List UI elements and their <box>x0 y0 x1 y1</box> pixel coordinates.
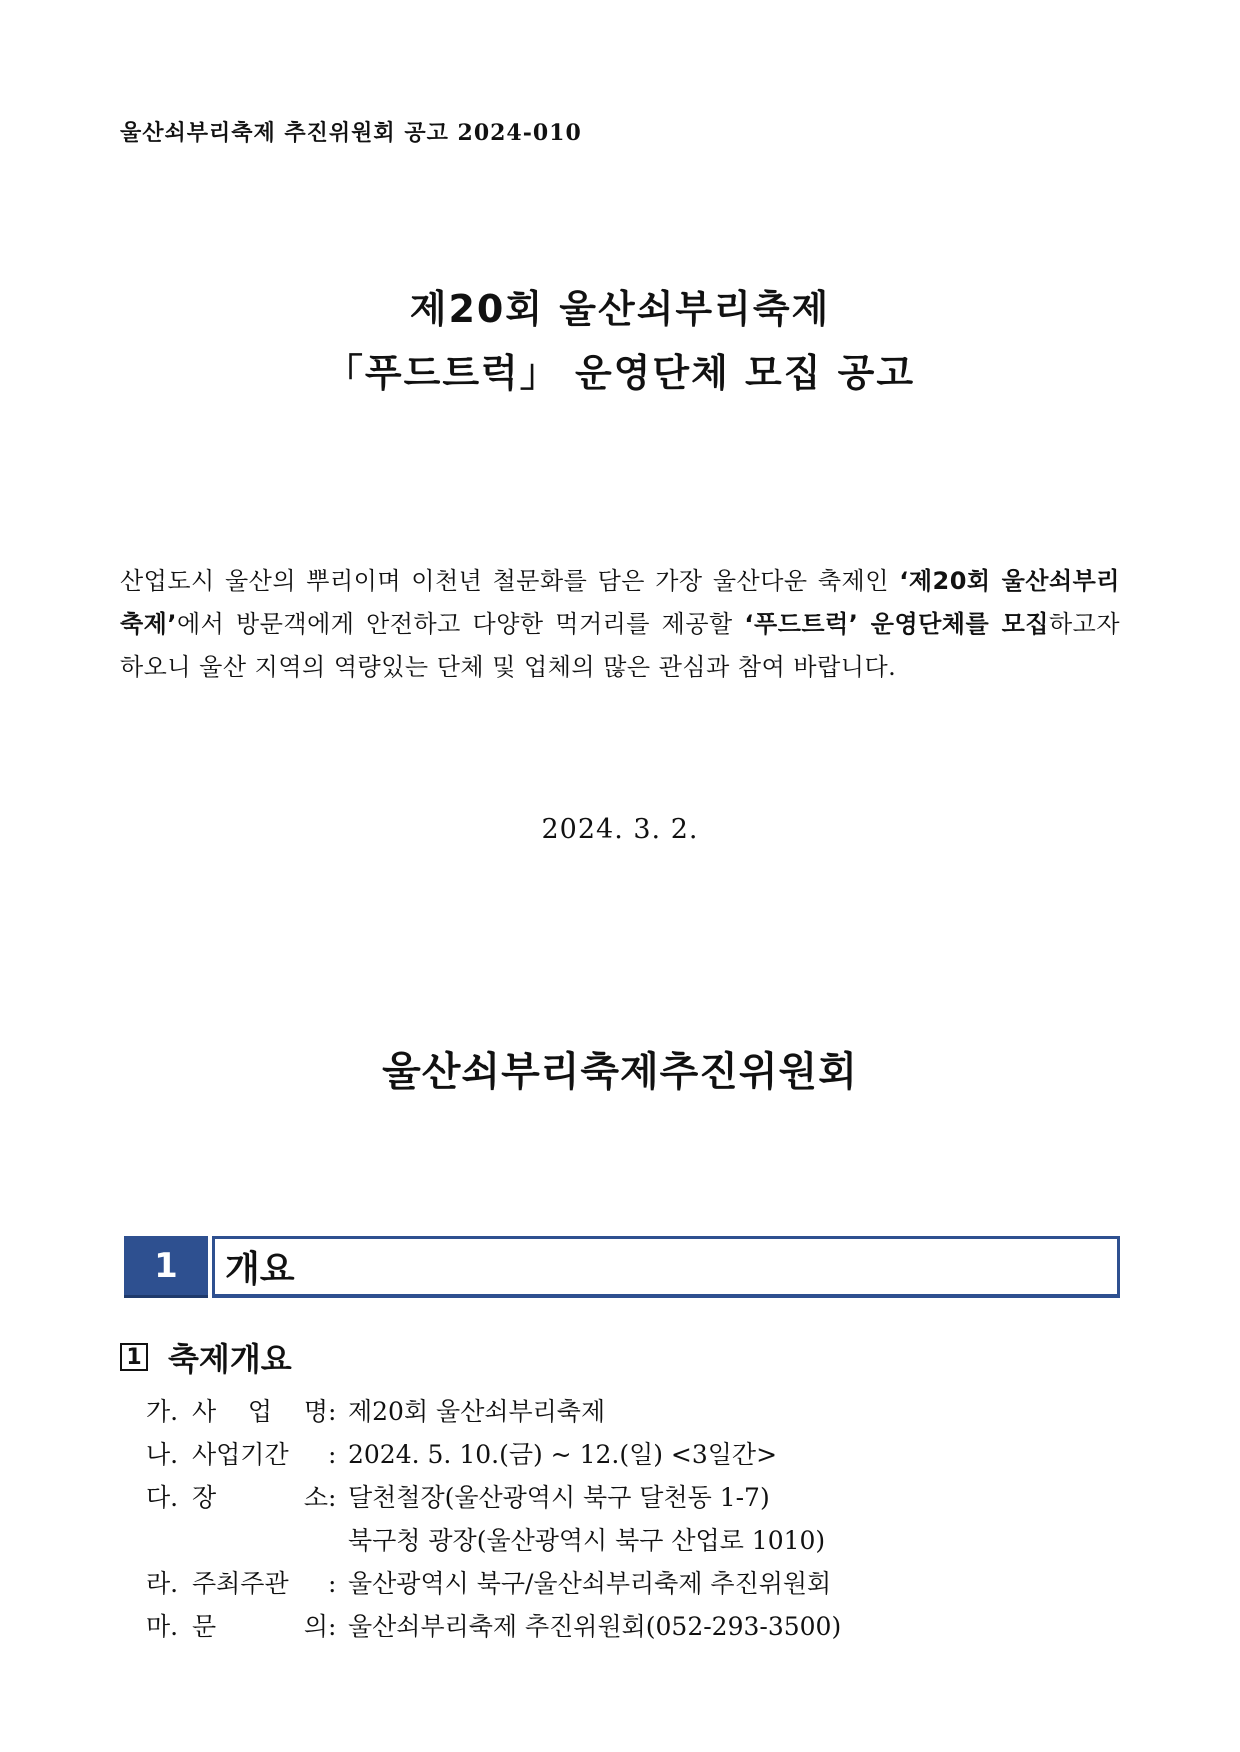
intro-bold-festival: ‘제20회 울산쇠부리축제’ <box>120 567 1120 638</box>
info-label-part: 주최주관 <box>192 1569 289 1598</box>
subsection-number-box: 1 <box>120 1343 148 1371</box>
info-marker: 가. <box>146 1397 179 1426</box>
info-row <box>146 1562 841 1605</box>
info-value-group <box>348 1433 777 1476</box>
info-marker: 나. <box>146 1440 179 1469</box>
intro-bold-recruit: ‘푸드트럭’ 운영단체를 모집 <box>744 610 1049 638</box>
info-colon: : <box>328 1440 337 1469</box>
info-label <box>192 1476 328 1562</box>
info-row <box>146 1605 841 1648</box>
info-label-part: 소 <box>303 1483 328 1512</box>
info-value: 제20회 울산쇠부리축제 <box>348 1397 606 1426</box>
page-title-line2: 「푸드트럭」 운영단체 모집 공고 <box>324 351 916 395</box>
info-colon: : <box>328 1483 337 1512</box>
info-value-group <box>348 1476 825 1562</box>
info-label-part: 의 <box>303 1612 328 1641</box>
section-title: 개요 <box>212 1236 1120 1298</box>
info-value: 2024. 5. 10.(금) ~ 12.(일) <3일간> <box>348 1440 778 1469</box>
info-label-part: 장 <box>192 1483 217 1512</box>
info-value: 북구청 광장(울산광역시 북구 산업로 1010) <box>348 1526 826 1555</box>
section-header-overview <box>124 1236 1120 1298</box>
info-marker: 다. <box>146 1483 179 1512</box>
info-value-group <box>348 1562 831 1605</box>
notice-date: 2024. 3. 2. <box>541 814 699 845</box>
info-row <box>146 1390 841 1433</box>
info-value: 울산쇠부리축제 추진위원회(052-293-3500) <box>348 1612 842 1641</box>
intro-paragraph <box>120 560 1120 689</box>
page-title-line1: 제20회 울산쇠부리축제 <box>409 287 831 331</box>
intro-text-3: 하고자 하오니 울산 지역의 역량있는 단체 및 업체의 많은 관심과 참여 바랍니다. <box>120 610 1121 681</box>
info-colon: : <box>328 1612 337 1641</box>
info-value: 달천철장(울산광역시 북구 달천동 1-7) <box>348 1483 770 1512</box>
info-colon: : <box>328 1397 337 1426</box>
info-row <box>146 1476 841 1562</box>
info-label <box>192 1605 328 1648</box>
info-label-part: 사 <box>192 1397 217 1426</box>
subsection-title: 축제개요 <box>168 1340 292 1378</box>
organization-name: 울산쇠부리축제추진위원회 <box>382 1049 858 1095</box>
info-value-group <box>348 1605 841 1648</box>
section-number: 1 <box>124 1236 208 1298</box>
info-label <box>192 1562 328 1605</box>
info-marker: 마. <box>146 1612 179 1641</box>
info-value-group <box>348 1390 605 1433</box>
intro-text-1: 산업도시 울산의 뿌리이며 이천년 철문화를 담은 가장 울산다운 축제인 <box>120 567 900 595</box>
info-label-part: 명 <box>303 1397 328 1426</box>
info-value: 울산광역시 북구/울산쇠부리축제 추진위원회 <box>348 1569 832 1598</box>
info-label-part: 문 <box>192 1612 217 1641</box>
intro-text-2: 에서 방문객에게 안전하고 다양한 먹거리를 제공할 <box>177 610 745 638</box>
info-row <box>146 1433 841 1476</box>
festival-info-list <box>146 1390 841 1648</box>
notice-number: 울산쇠부리축제 추진위원회 공고 2024-010 <box>120 120 582 146</box>
subsection-heading <box>120 1334 292 1380</box>
info-label-part: 사업기간 <box>192 1440 289 1469</box>
info-label-part: 업 <box>247 1397 273 1426</box>
info-label <box>192 1390 328 1433</box>
info-marker: 라. <box>146 1569 179 1598</box>
info-colon: : <box>328 1569 337 1598</box>
info-label <box>192 1433 328 1476</box>
